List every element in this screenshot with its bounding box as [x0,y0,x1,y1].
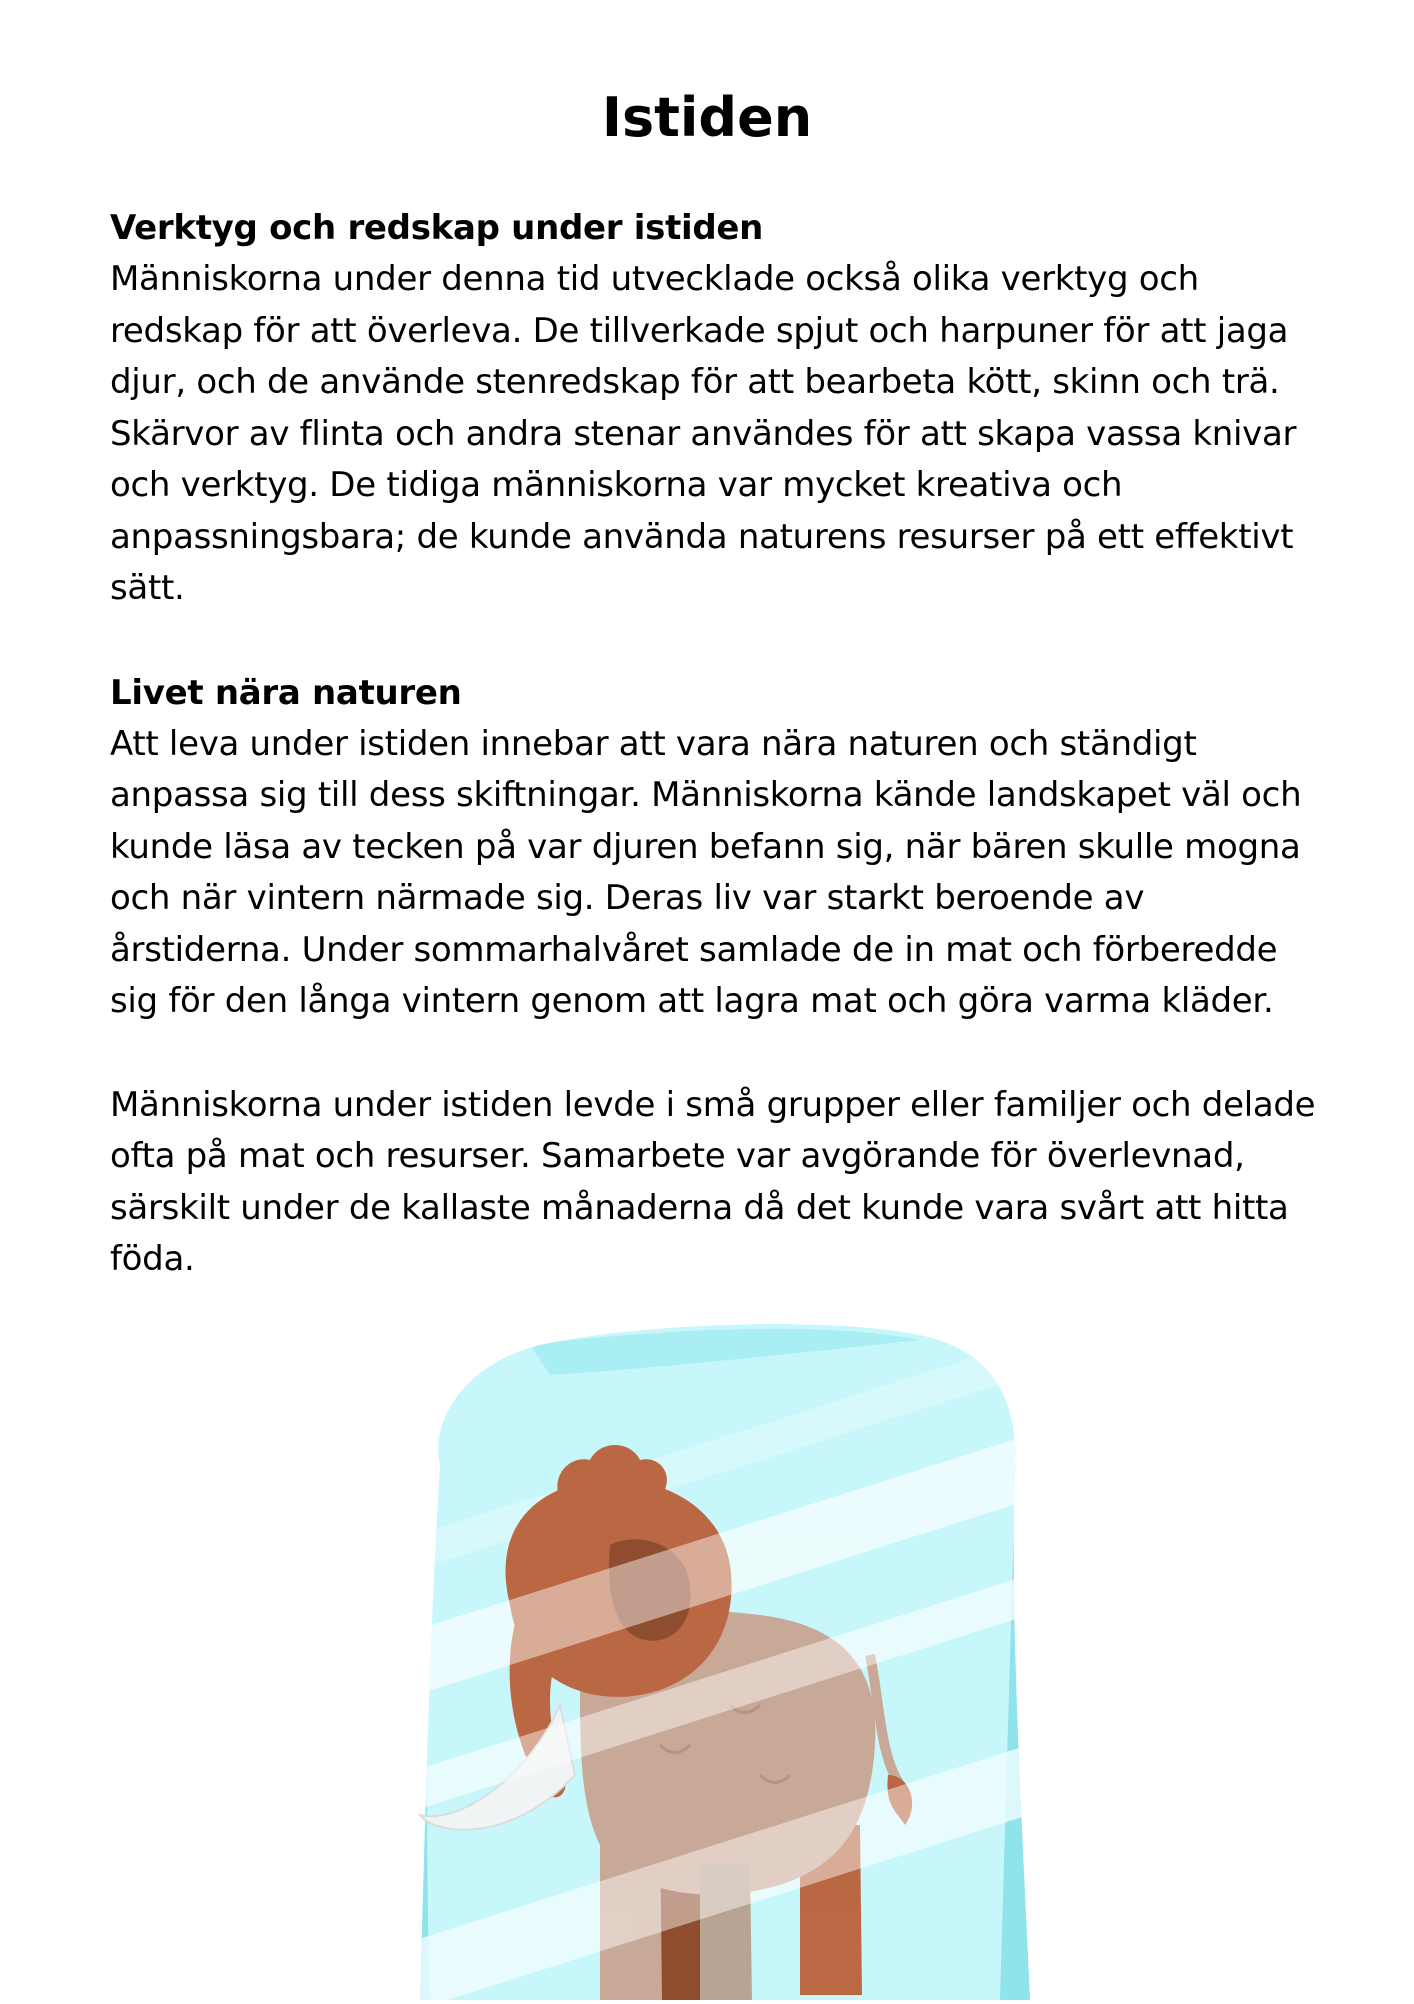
paragraph: Att leva under istiden innebar att vara nära naturen och ständigt anpassa sig till dess skiftningar. Människorna kände landskapet väl och kunde läsa av tecken på var djuren befann sig, när bären skulle mogna och när vintern närmade sig. Deras liv var starkt beroende av årstiderna. Under sommarhalvåret samlade de in mat och förberedde sig för den långa vintern genom att lagra mat och göra varma kläder. [110,723,1302,1021]
mammoth-in-ice-icon [400,1305,1060,2000]
section-tools [110,202,1320,615]
paragraph: Människorna under denna tid utvecklade också olika verktyg och redskap för att överleva. De tillverkade spjut och harpuner för att jaga djur, och de använde stenredskap för att bearbeta kött, skinn och trä. Skärvor av flinta och andra stenar användes för att skapa vassa knivar och verktyg. De tidiga människorna var mycket kreativa och anpassningsbara; de kunde använda naturens resurser på ett effektivt sätt. [110,259,1297,608]
section-nature [110,667,1320,1286]
section-heading: Verktyg och redskap under istiden [110,208,764,248]
page-title: Istiden [601,86,813,149]
section-heading: Livet nära naturen [110,672,462,713]
document-body [110,202,1320,1286]
paragraph: Människorna under istiden levde i små grupper eller familjer och delade ofta på mat och resurser. Samarbete var avgörande för överlevnad, särskilt under de kallaste månaderna då det kunde vara svårt att hitta föda. [110,1084,1316,1279]
